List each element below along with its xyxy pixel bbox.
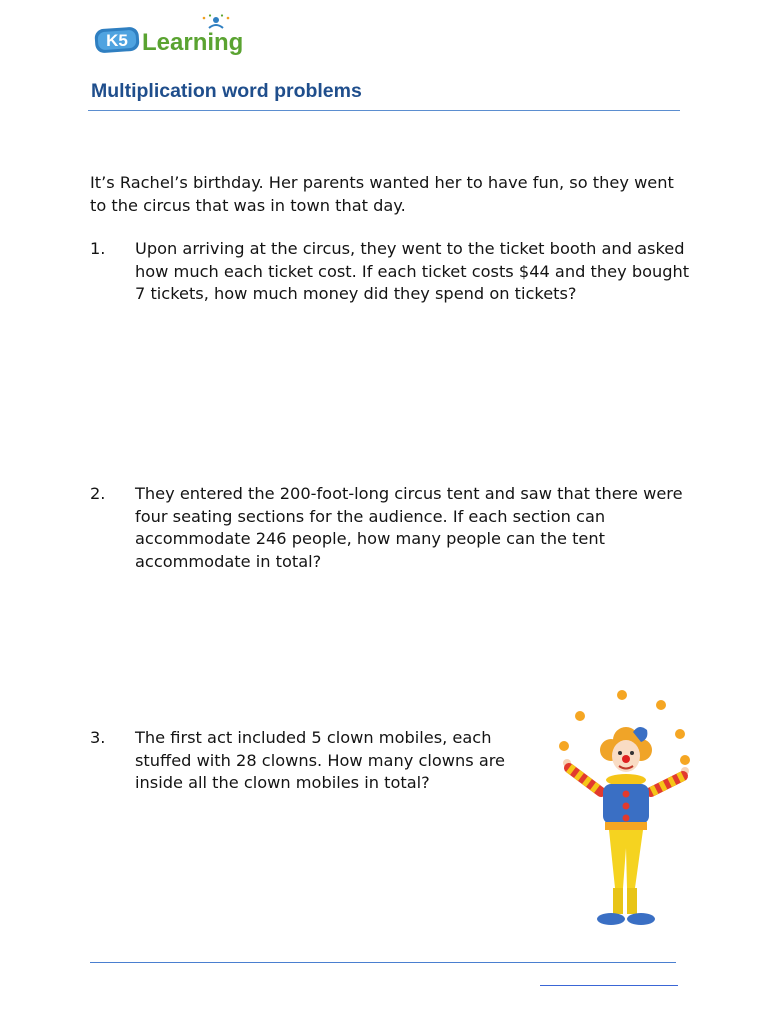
problem-number: 2. (90, 484, 106, 503)
logo-text: Learning (142, 29, 244, 56)
footer-link-underline[interactable] (540, 985, 678, 986)
title-divider (88, 110, 680, 111)
problem-text: They entered the 200-foot-long circus tent and saw that there were four seating sections for the audience. If each section can accommodate 246 people, how many people can the tent accommodate in total? (135, 484, 683, 571)
problem-number: 3. (90, 728, 106, 747)
logo-mark: K5 (106, 31, 128, 50)
problem-number: 1. (90, 239, 106, 258)
page-title: Multiplication word problems (91, 80, 362, 102)
intro-paragraph: It’s Rachel’s birthday. Her parents wanted her to have fun, so they went to the circus that was in town that day. (90, 173, 674, 215)
problem-text: The first act included 5 clown mobiles, each stuffed with 28 clowns. How many clowns are inside all the clown mobiles in total? (135, 728, 506, 792)
problem-text: Upon arriving at the circus, they went to the ticket booth and asked how much each ticket cost. If each ticket costs $44 and they bought 7 tickets, how much money did they spend on tickets? (135, 239, 690, 303)
k5-learning-logo (92, 14, 262, 58)
footer-divider (90, 962, 676, 963)
juggling-clown-icon (555, 688, 700, 933)
